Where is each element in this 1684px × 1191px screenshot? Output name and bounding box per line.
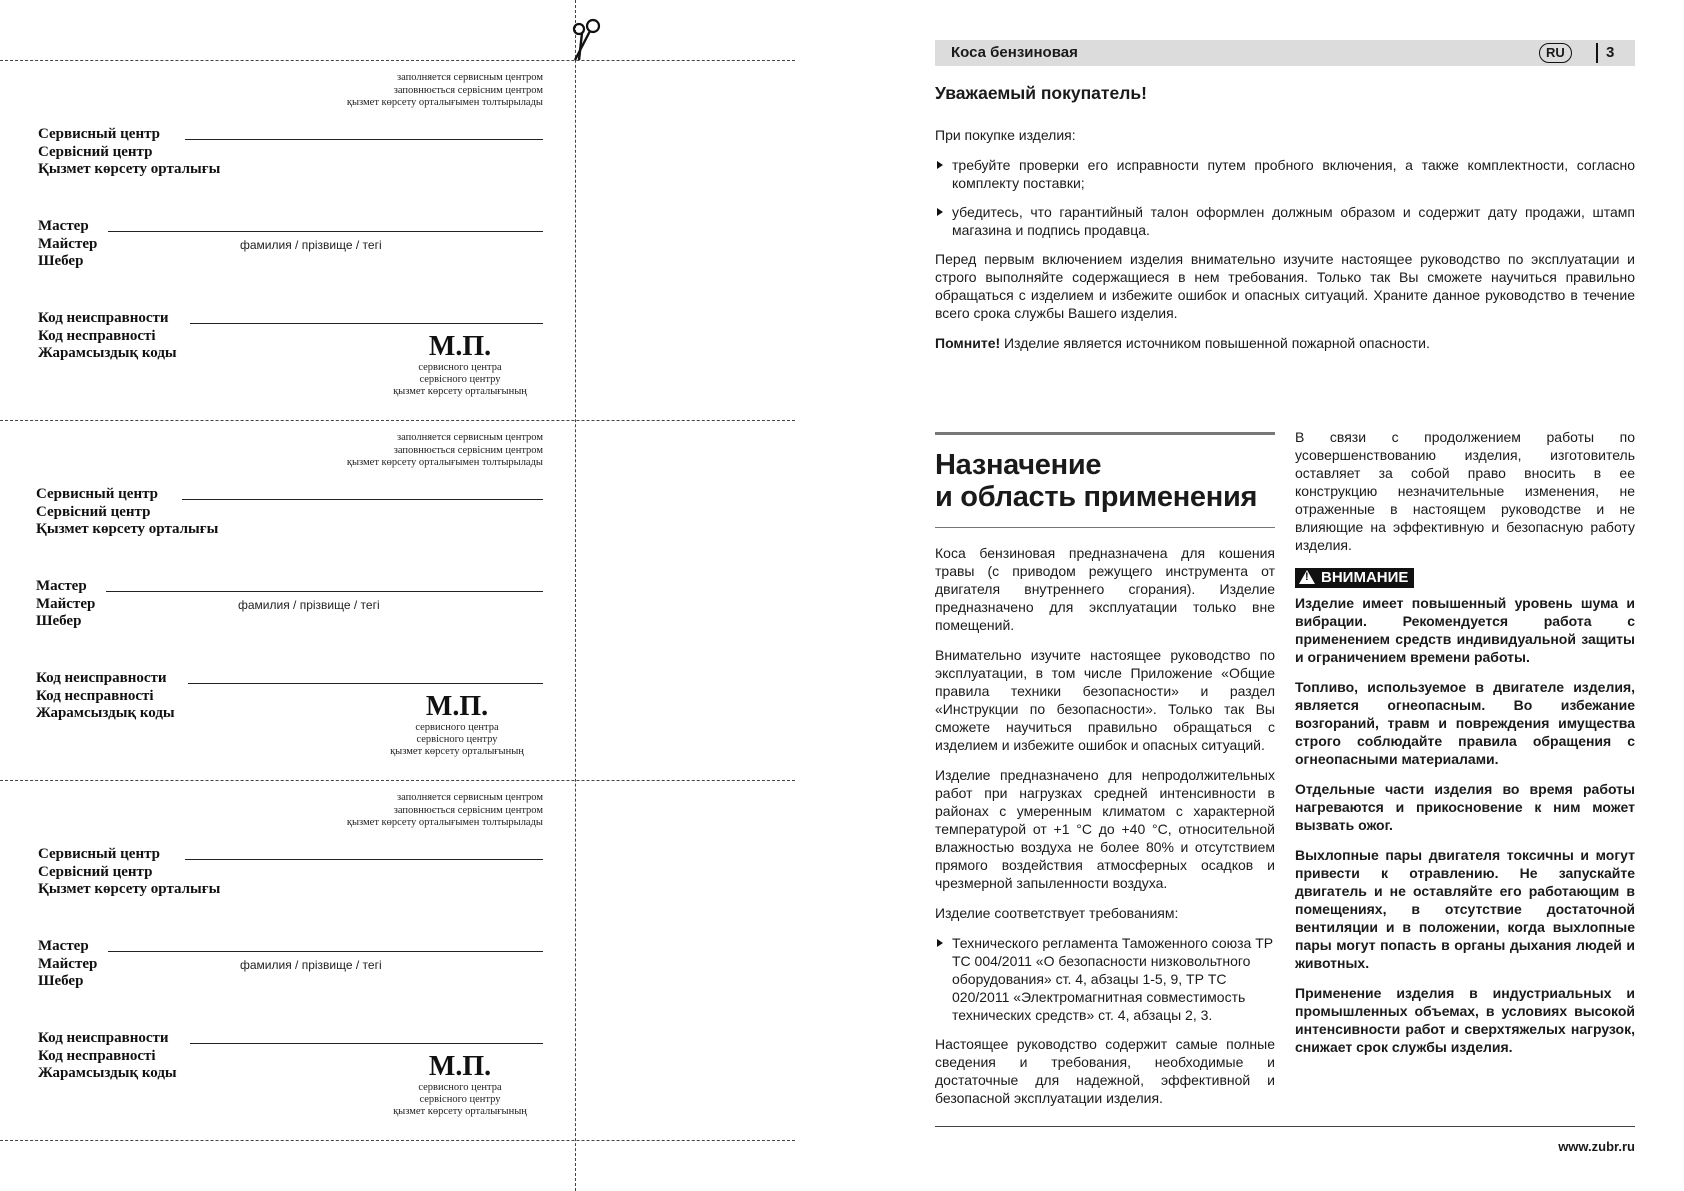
vertical-cut-line <box>575 0 576 1191</box>
stamp-area: М.П. сервисного центра сервісного центру қызмет көрсету орталығының <box>370 332 550 398</box>
fault-code-label: Код неисправности Код несправності Жарамсыздық коды <box>38 310 177 361</box>
warning-paragraph: Выхлопные пары двигателя токсичны и могут привести к отравлению. Не запускайте двигатель и не оставляйте его работающим в помещениях, в отсутствие достаточной вентиляции и в положении, когда выхлопные пары могут попасть в органы дыхания людей и животных. <box>1295 847 1635 971</box>
section-divider <box>935 432 1275 435</box>
remember-label: Помните! <box>935 335 1001 351</box>
master-field[interactable] <box>106 591 543 592</box>
stamp-mark: М.П. <box>428 331 492 362</box>
fill-note: заполняется сервисным центром заповнюється сервісним центром қызмет көрсету орталығымен толтырылады <box>346 792 543 828</box>
service-center-label: Сервисный центр Сервісний центр Қызмет көрсету орталығы <box>38 126 221 177</box>
intro-section <box>935 126 1635 364</box>
service-coupon <box>0 424 560 780</box>
purchase-bullets <box>935 156 1635 239</box>
warning-badge: !ВНИМАНИЕ <box>1295 568 1414 588</box>
master-field[interactable] <box>108 951 543 952</box>
paragraph: Изделие соответствует требованиям: <box>935 905 1179 921</box>
service-center-label: Сервисный центр Сервісний центр Қызмет көрсету орталығы <box>38 846 221 897</box>
fault-code-label: Код неисправности Код несправності Жарамсыздық коды <box>38 1030 177 1081</box>
horizontal-cut-line <box>0 60 795 61</box>
scissors-icon <box>571 16 605 62</box>
service-center-label: Сервисный центр Сервісний центр Қызмет көрсету орталығы <box>36 486 219 537</box>
master-field[interactable] <box>108 231 543 232</box>
horizontal-cut-line <box>0 420 795 421</box>
fault-code-field[interactable] <box>190 323 543 324</box>
warning-paragraph: Топливо, используемое в двигателе изделия, является огнеопасным. Во избежание возгораний, травм и повреждения имущества строго соблюдайте правила обращения с огнеопасными материалами. <box>1295 679 1635 767</box>
master-label: Мастер Майстер Шебер <box>38 938 98 989</box>
name-hint: фамилия / прізвище / тегі <box>240 238 382 252</box>
horizontal-cut-line <box>0 780 795 781</box>
language-badge: RU <box>1539 43 1572 63</box>
service-coupons-page <box>0 0 800 1191</box>
page-title: Коса бензиновая <box>951 44 1078 61</box>
stamp-mark: М.П. <box>425 691 489 722</box>
greeting-heading: Уважаемый покупатель! <box>935 83 1147 103</box>
manual-paragraph: Перед первым включением изделия внимательно изучите настоящее руководство по эксплуатации и строго выполняйте содержащиеся в нем требования. Только так Вы сможете научиться правильно обращаться с изделием и избежите ошибок и опасных ситуаций. Храните данное руководство в течение всего срока службы Вашего изделия. <box>935 251 1635 321</box>
closing-paragraph: Настоящее руководство содержит самые полные сведения и требования, необходимые и достаточные для надежной, эффективной и безопасной эксплуатации изделия. <box>935 1036 1275 1106</box>
paragraph: Коса бензиновая предназначена для кошения травы (с приводом режущего инструмента от двигателя внутреннего сгорания). Изделие предназначено для эксплуатации только вне помещений. <box>935 545 1275 633</box>
list-item: убедитесь, что гарантийный талон оформлен должным образом и содержит дату продажи, штамп магазина и подпись продавца. <box>935 203 1635 239</box>
changes-note: В связи с продолжением работы по усовершенствованию изделия, изготовитель оставляет за собой право вносить в ее конструкцию незначительные изменения, не отраженные в настоящем руководстве и не влияющие на эффективную и безопасную работу изделия. <box>1295 429 1635 553</box>
standards-list <box>935 934 1275 1024</box>
service-center-field[interactable] <box>185 139 543 140</box>
warnings-column <box>1295 429 1635 1068</box>
paragraph: Изделие предназначено для непродолжительных работ при нагрузках средней интенсивности в районах с умеренным климатом с характерной температурой от +1 °С до +40 °С, относительной влажностью воздуха не более 80% и отсутствием прямого воздействия атмосферных осадков и чрезмерной запыленности воздуха. <box>935 767 1275 891</box>
service-coupon <box>0 64 560 420</box>
fault-code-field[interactable] <box>188 683 543 684</box>
page-header <box>935 40 1635 66</box>
fault-code-field[interactable] <box>190 1043 543 1044</box>
name-hint: фамилия / прізвище / тегі <box>238 598 380 612</box>
service-center-field[interactable] <box>185 859 543 860</box>
warning-paragraph: Отдельные части изделия во время работы нагреваются и прикосновение к ним может вызвать ожог. <box>1295 781 1635 833</box>
warning-paragraph: Изделие имеет повышенный уровень шума и вибрации. Рекомендуется работа с применением средств индивидуальной защиты и ограничением времени работы. <box>1295 595 1635 665</box>
warning-paragraph: Применение изделия в индустриальных и промышленных объемах, в условиях высокой интенсивности работ и сверхтяжелых нагрузок, снижает срок службы изделия. <box>1295 985 1635 1055</box>
footer-divider <box>935 1126 1635 1127</box>
list-item: требуйте проверки его исправности путем пробного включения, а также комплектности, согласно комплекту поставки; <box>935 156 1635 192</box>
stamp-area: М.П. сервисного центра сервісного центру қызмет көрсету орталығының <box>370 1052 550 1118</box>
name-hint: фамилия / прізвище / тегі <box>240 958 382 972</box>
stamp-mark: М.П. <box>428 1051 492 1082</box>
horizontal-cut-line <box>0 1140 795 1141</box>
fault-code-label: Код неисправности Код несправності Жарамсыздық коды <box>36 670 175 721</box>
master-label: Мастер Майстер Шебер <box>36 578 96 629</box>
master-label: Мастер Майстер Шебер <box>38 218 98 269</box>
purchase-lead: При покупке изделия: <box>935 127 1076 143</box>
warning-triangle-icon <box>1299 570 1315 584</box>
footer-url[interactable]: www.zubr.ru <box>1558 1139 1635 1154</box>
list-item: Технического регламента Таможенного союза ТР ТС 004/2011 «О безопасности низковольтного оборудования» ст. 4, абзацы 1-5, 9, ТР ТС 020/2011 «Электромагнитная совместимость технических средств» ст. 4, абзацы 2, 3. <box>935 934 1275 1024</box>
stamp-area: М.П. сервисного центра сервісного центру қызмет көрсету орталығының <box>367 692 547 758</box>
service-center-field[interactable] <box>182 499 543 500</box>
section-title: Назначение и область применения <box>935 449 1258 513</box>
section-divider <box>935 527 1275 528</box>
service-coupon <box>0 784 560 1140</box>
remember-paragraph: Помните! Изделие является источником повышенной пожарной опасности. <box>935 335 1430 351</box>
page-number: 3 <box>1596 43 1614 63</box>
paragraph: Внимательно изучите настоящее руководство по эксплуатации, в том числе Приложение «Общие правила техники безопасности» и раздел «Инструкции по безопасности». Только так Вы сможете научиться правильно обращаться с изделием и избежите ошибок и опасных ситуаций. <box>935 647 1275 753</box>
fill-note: заполняется сервисным центром заповнюється сервісним центром қызмет көрсету орталығымен толтырылады <box>346 432 543 468</box>
fill-note: заполняется сервисным центром заповнюється сервісним центром қызмет көрсету орталығымен толтырылады <box>346 72 543 108</box>
purpose-section <box>935 432 1275 1119</box>
